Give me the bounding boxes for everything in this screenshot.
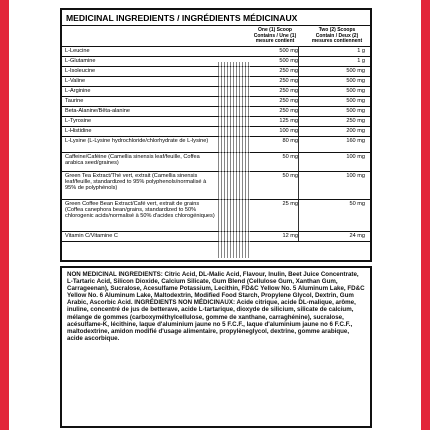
column-divider	[298, 117, 302, 126]
amount-two-scoops: 160 mg	[346, 138, 365, 144]
ingredient-table	[62, 47, 370, 242]
ingredient-name: L-Histidine	[65, 128, 92, 134]
amount-two-scoops: 100 mg	[346, 173, 365, 179]
ingredient-row	[62, 77, 370, 87]
ingredient-row	[62, 87, 370, 97]
ingredient-row	[62, 127, 370, 137]
column-divider	[298, 172, 302, 199]
amount-two-scoops: 100 mg	[346, 154, 365, 160]
left-red-border	[0, 0, 9, 430]
ingredient-name: L-Lysine (L-Lysine hydrochloride/chlorhydrate de L-lysine)	[65, 138, 209, 144]
ingredient-name: Taurine	[65, 98, 84, 104]
column-divider	[298, 153, 302, 171]
ingredient-name: L-Glutamine	[65, 58, 96, 64]
amount-two-scoops: 250 mg	[346, 118, 365, 124]
ingredient-row	[62, 97, 370, 107]
amount-one-scoop: 250 mg	[279, 98, 298, 104]
column-divider	[298, 47, 302, 56]
amount-one-scoop: 250 mg	[279, 88, 298, 94]
amount-two-scoops: 500 mg	[346, 98, 365, 104]
ingredient-name: Beta-Alanine/Bêta-alanine	[65, 108, 130, 114]
amount-one-scoop: 50 mg	[282, 154, 298, 160]
amount-one-scoop: 100 mg	[279, 128, 298, 134]
amount-one-scoop: 500 mg	[279, 58, 298, 64]
column-divider	[298, 67, 302, 76]
ingredient-name: Caffeine/Caféine (Camellia sinensis leaf/feuille, Coffea arabica seed/graines)	[65, 154, 200, 167]
column-header-row	[62, 26, 370, 47]
ingredient-name: L-Valine	[65, 78, 86, 84]
amount-one-scoop: 250 mg	[279, 78, 298, 84]
ingredient-name: Vitamin C/Vitamine C	[65, 233, 118, 239]
amount-two-scoops: 24 mg	[349, 233, 365, 239]
amount-two-scoops: 500 mg	[346, 78, 365, 84]
ingredient-row	[62, 57, 370, 67]
ingredient-row	[62, 137, 370, 153]
ingredient-row	[62, 47, 370, 57]
column-header-one-scoop: One (1) Scoop Contains / Une (1) mesure contient	[253, 27, 297, 44]
column-divider	[298, 200, 302, 231]
column-divider	[298, 87, 302, 96]
ingredient-row	[62, 200, 370, 232]
panel-title: MEDICINAL INGREDIENTS / INGRÉDIENTS MÉDICINAUX	[62, 10, 370, 26]
amount-one-scoop: 500 mg	[279, 48, 298, 54]
ingredient-name: Green Coffee Bean Extract/Café vert, extrait de grains (Coffea canephora bean/grains, standardized to 50% chlorogenic acids/normalisé à 50% d'acides chlorogéniques)	[65, 201, 215, 220]
ingredient-name: L-Leucine	[65, 48, 90, 54]
amount-two-scoops: 50 mg	[349, 201, 365, 207]
column-divider	[298, 127, 302, 136]
column-divider	[298, 137, 302, 152]
column-header-two-scoops: Two (2) Scoops Contain / Deux (2) mesures contiennent	[311, 27, 363, 44]
ingredient-name: L-Arginine	[65, 88, 91, 94]
ingredient-row	[62, 117, 370, 127]
ingredient-name: L-Isoleucine	[65, 68, 96, 74]
amount-two-scoops: 200 mg	[346, 128, 365, 134]
amount-two-scoops: 1 g	[357, 48, 365, 54]
column-divider	[298, 107, 302, 116]
medicinal-ingredients-panel	[60, 8, 372, 262]
amount-one-scoop: 25 mg	[282, 201, 298, 207]
column-divider	[298, 232, 302, 241]
column-divider	[298, 77, 302, 86]
amount-one-scoop: 250 mg	[279, 108, 298, 114]
ingredient-name: Green Tea Extract/Thé vert, extrait (Camellia sinensis leaf/feuille, standardized to 95% polyphenols/normalisé à 95% de polyphénols)	[65, 173, 207, 192]
column-divider	[298, 57, 302, 66]
non-medicinal-ingredients: NON MEDICINAL INGREDIENTS: Citric Acid, DL-Malic Acid, Flavour, Inulin, Beet Juice Concentrate, L-Tartaric Acid, Silicon Dioxide, Calcium Silicate, Gum Blend (Cellulose Gum, Xanthan Gum, Carrageenan), Sucralose, Acesulfame Potassium, Lecithin, FD&C Yellow No. 5 Aluminum Lake, FD&C Yellow No. 6 Aluminum Lake, Maltodextrin, Modified Food Starch, Propylene Glycol, Dextrin, Gum Arabic, Ascorbic Acid. INGRÉDIENTS NON MÉDICINAUX: Acide citrique, acide DL-malique, arôme, inuline, concentré de jus de betterave, acide L-tartarique, dioxyde de silicium, silicate de calcium, mélange de gommes (carboxyméthylcellulose, gomme de xanthane, carraghénine), sucralose, acésulfame-K, lécithine, laque d'aluminium jaune no 5 F.C.F., laque d'aluminium jaune no 6 F.C.F., maltodextrine, amidon modifié d'usage alimentaire, propylèneglycol, dextrine, gomme arabique, acide ascorbique.	[60, 266, 372, 428]
ingredient-row	[62, 67, 370, 77]
ingredient-row	[62, 172, 370, 200]
ingredient-name: L-Tyrosine	[65, 118, 92, 124]
ingredient-row	[62, 232, 370, 242]
amount-one-scoop: 125 mg	[279, 118, 298, 124]
amount-one-scoop: 50 mg	[282, 173, 298, 179]
amount-two-scoops: 1 g	[357, 58, 365, 64]
column-divider	[298, 97, 302, 106]
barcode-strip	[218, 62, 250, 258]
ingredient-row	[62, 153, 370, 172]
amount-one-scoop: 250 mg	[279, 68, 298, 74]
amount-two-scoops: 500 mg	[346, 88, 365, 94]
amount-one-scoop: 12 mg	[282, 233, 298, 239]
amount-two-scoops: 500 mg	[346, 108, 365, 114]
ingredient-row	[62, 107, 370, 117]
right-red-border	[421, 0, 430, 430]
amount-two-scoops: 500 mg	[346, 68, 365, 74]
amount-one-scoop: 80 mg	[282, 138, 298, 144]
